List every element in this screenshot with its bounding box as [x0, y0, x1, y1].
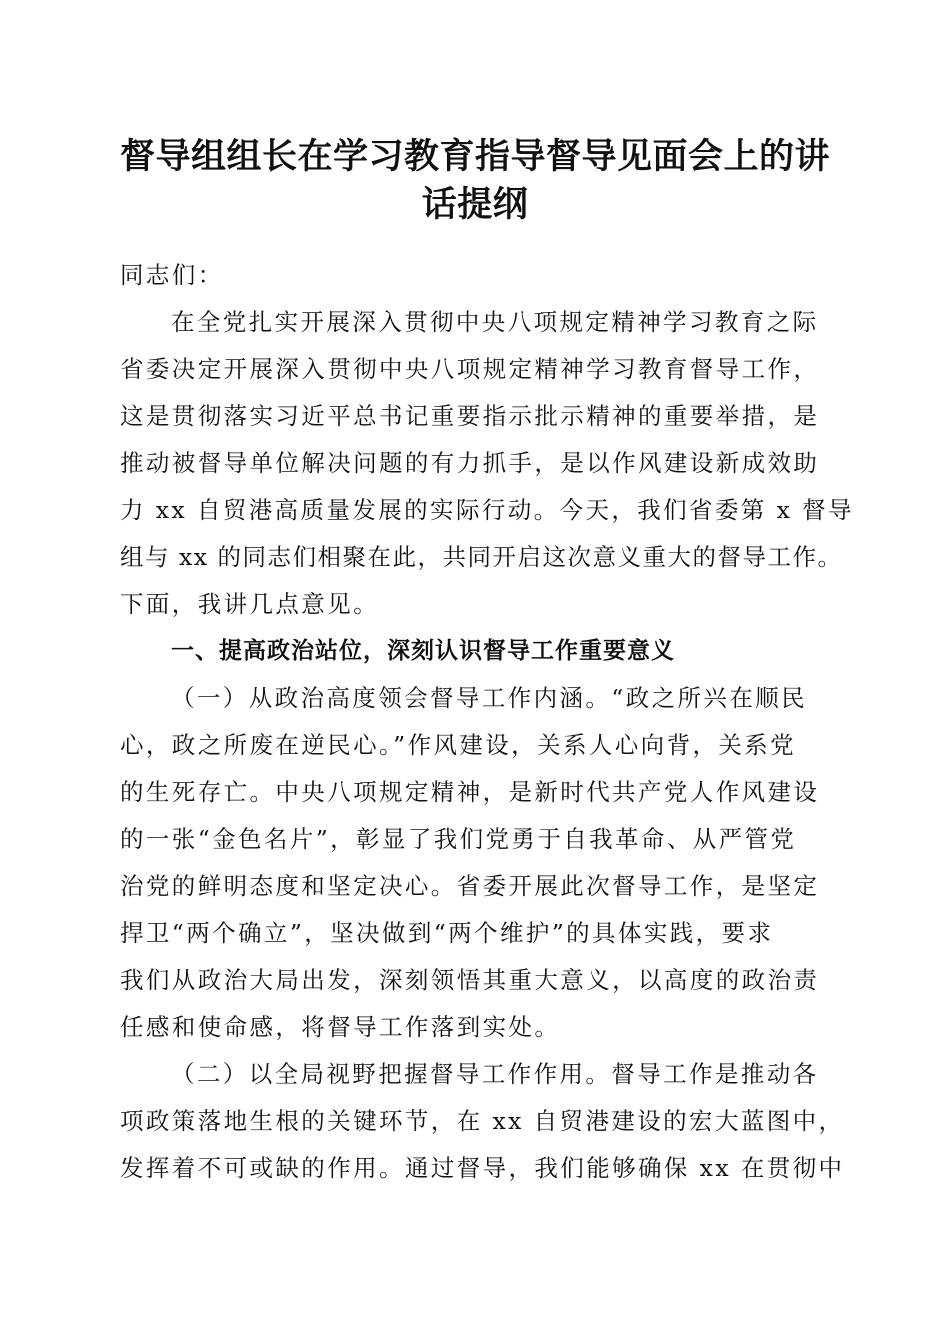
paragraph-line: 我们从政治大局出发，深刻领悟其重大意义，以高度的政治责	[120, 966, 820, 994]
paragraph-line: 推动被督导单位解决问题的有力抓手，是以作风建设新成效助	[120, 449, 820, 477]
paragraph-line: 组与 xx 的同志们相聚在此，共同开启这次意义重大的督导工作。	[120, 543, 843, 571]
paragraph-line: 治党的鲜明态度和坚定决心。省委开展此次督导工作，是坚定	[120, 872, 820, 900]
paragraph-line: 捍卫“两个确立”，坚决做到“两个维护”的具体实践，要求	[120, 919, 774, 947]
document-body	[120, 252, 854, 1192]
title-line-2: 话提纲	[421, 184, 529, 225]
paragraph-line: 发挥着不可或缺的作用。通过督导，我们能够确保 xx 在贯彻中	[120, 1154, 845, 1182]
paragraph-line: （二）以全局视野把握督导工作作用。督导工作是推动各	[171, 1060, 819, 1088]
paragraph-line: 项政策落地生根的关键环节，在 xx 自贸港建设的宏大蓝图中，	[120, 1107, 845, 1135]
paragraph-line: 力 xx 自贸港高质量发展的实际行动。今天，我们省委第 x 督导	[120, 496, 854, 524]
salutation: 同志们：	[120, 261, 224, 289]
paragraph-line: 的生死存亡。中央八项规定精神，是新时代共产党人作风建设	[120, 778, 820, 806]
paragraph-line: 心，政之所废在逆民心。”作风建设，关系人心向背，关系党	[120, 731, 797, 759]
section-heading: 一、提高政治站位，深刻认识督导工作重要意义	[171, 638, 675, 664]
paragraph-line: （一）从政治高度领会督导工作内涵。“政之所兴在顺民	[171, 684, 808, 712]
paragraph-line: 任感和使命感，将督导工作落到实处。	[120, 1013, 561, 1041]
document-title	[100, 133, 850, 229]
paragraph-line: 在全党扎实开展深入贯彻中央八项规定精神学习教育之际	[171, 308, 819, 336]
title-line-1: 督导组组长在学习教育指导督导见面会上的讲	[119, 136, 830, 177]
paragraph-line: 的一张“金色名片”，彰显了我们党勇于自我革命、从严管党	[120, 825, 797, 853]
paragraph-line: 下面，我讲几点意见。	[120, 590, 379, 618]
paragraph-line: 省委决定开展深入贯彻中央八项规定精神学习教育督导工作，	[120, 355, 820, 383]
paragraph-line: 这是贯彻落实习近平总书记重要指示批示精神的重要举措，是	[120, 402, 820, 430]
